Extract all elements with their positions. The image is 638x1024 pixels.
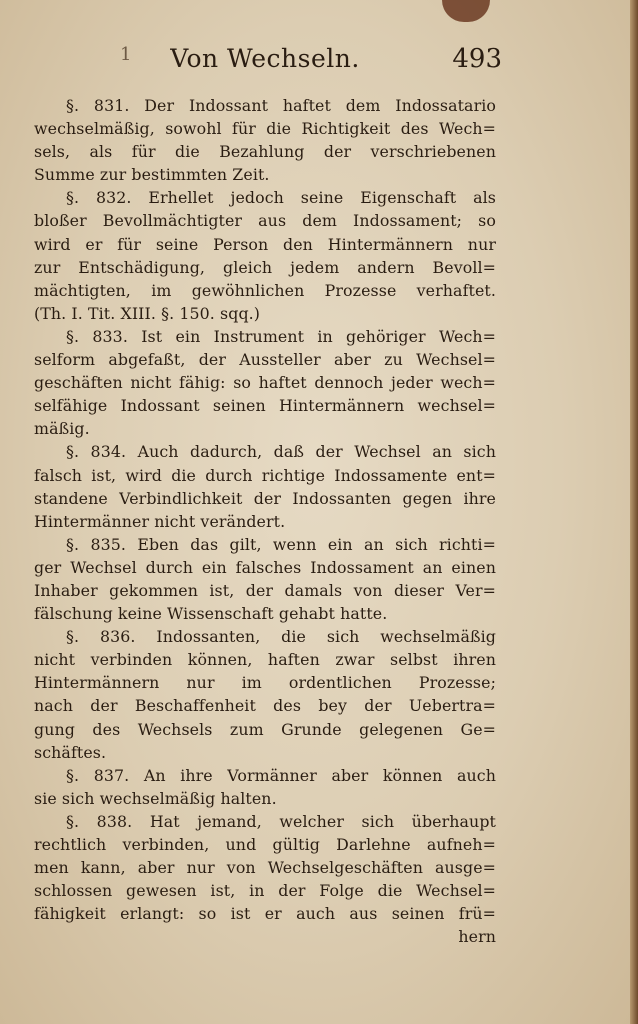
margin-mark: 1 <box>120 44 132 65</box>
text-line: schlossen gewesen ist, in der Folge die Wechsel= <box>34 881 496 901</box>
text-line: §. 832. Erhellet jedoch seine Eigenschaft als <box>66 188 496 208</box>
text-line: §. 838. Hat jemand, welcher sich überhaupt <box>66 811 496 831</box>
text-line: sels, als für die Bezahlung der verschriebenen <box>34 142 496 162</box>
text-line: zur Entschädigung, gleich jedem andern Bevoll= <box>34 257 496 277</box>
book-spine-edge <box>630 0 638 1024</box>
text-line: wechselmäßig, sowohl für die Richtigkeit des Wech= <box>34 119 496 139</box>
text-line: schäftes. <box>34 742 107 762</box>
body-text <box>34 94 496 948</box>
text-line: §. 834. Auch dadurch, daß der Wechsel an sich <box>66 442 496 462</box>
text-line: bloßer Bevollmächtigter aus dem Indossament; so <box>34 211 496 231</box>
text-line: nicht verbinden können, haften zwar selbst ihren <box>34 650 496 670</box>
paragraph-838 <box>34 810 496 949</box>
ink-stain <box>442 0 490 22</box>
text-line: wird er für seine Person den Hintermännern nur <box>34 234 496 254</box>
paragraph-831 <box>34 94 496 186</box>
text-line: Hintermännern nur im ordentlichen Prozesse; <box>34 673 496 693</box>
text-line: mächtigten, im gewöhnlichen Prozesse verhaftet. <box>34 280 496 300</box>
catchword: hern <box>458 927 496 947</box>
text-line: fähigkeit erlangt: so ist er auch aus seinen frü= <box>34 904 496 924</box>
text-line: §. 837. An ihre Vormänner aber können auch <box>66 765 496 785</box>
text-line: men kann, aber nur von Wechselgeschäften ausge= <box>34 858 496 878</box>
text-line: (Th. I. Tit. XIII. §. 150. sqq.) <box>34 303 261 323</box>
text-line: §. 833. Ist ein Instrument in gehöriger Wech= <box>66 326 496 346</box>
text-line: nach der Beschaffenheit des bey der Uebertra= <box>34 696 496 716</box>
text-line: standene Verbindlichkeit der Indossanten gegen ihre <box>34 488 496 508</box>
page-number: 493 <box>452 44 502 74</box>
text-line: rechtlich verbinden, und gültig Darlehne aufneh= <box>34 835 496 854</box>
paragraph-837 <box>34 764 496 810</box>
running-title: Von Wechseln. <box>170 44 360 73</box>
page-header <box>30 42 500 78</box>
paragraph-834 <box>34 440 496 532</box>
text-line: falsch ist, wird die durch richtige Indossamente ent= <box>34 465 496 485</box>
text-line: selfähige Indossant seinen Hintermännern wechsel= <box>34 396 496 416</box>
text-line: sie sich wechselmäßig halten. <box>34 788 277 808</box>
text-line: gung des Wechsels zum Grunde gelegenen Ge= <box>34 719 496 739</box>
text-line: mäßig. <box>34 419 90 439</box>
paragraph-836 <box>34 625 496 764</box>
paragraph-832 <box>34 186 496 325</box>
paragraph-833 <box>34 325 496 440</box>
paragraph-835 <box>34 533 496 625</box>
text-line: §. 836. Indossanten, die sich wechselmäßig <box>66 627 496 647</box>
text-line: §. 835. Eben das gilt, wenn ein an sich richti= <box>66 534 496 554</box>
text-line: selform abgefaßt, der Aussteller aber zu Wechsel= <box>34 350 496 370</box>
text-line: §. 831. Der Indossant haftet dem Indossatario <box>66 96 496 115</box>
text-line: geschäften nicht fähig: so haftet dennoch jeder wech= <box>34 373 496 393</box>
text-line: fälschung keine Wissenschaft gehabt hatte. <box>34 604 388 624</box>
text-line: Inhaber gekommen ist, der damals von dieser Ver= <box>34 580 496 600</box>
text-line: ger Wechsel durch ein falsches Indossament an einen <box>34 557 496 577</box>
text-line: Summe zur bestimmten Zeit. <box>34 165 270 185</box>
text-line: Hintermänner nicht verändert. <box>34 511 286 531</box>
